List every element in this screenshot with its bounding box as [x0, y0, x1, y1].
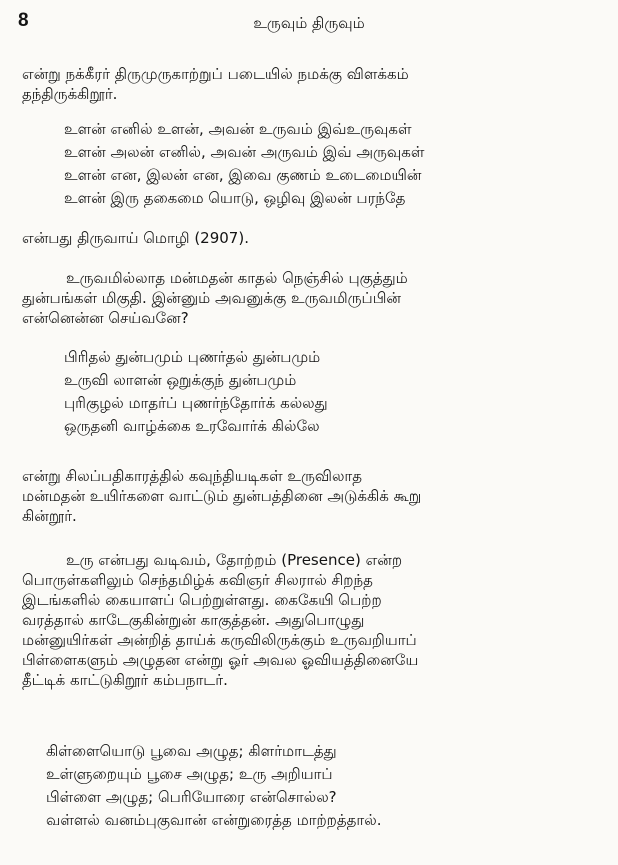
verse-line: புரிகுழல் மாதர்ப் புணர்ந்தோர்க் கல்லது: [64, 394, 328, 412]
verse-line: உளன் எனில் உளன், அவன் உருவம் இவ்உருவுகள்: [64, 120, 412, 138]
paragraph-line: உரு என்பது வடிவம், தோற்றம் (Presence) என்ற: [66, 551, 403, 569]
paragraph-line: பிள்ளைகளும் அழுதன என்று ஓர் அவல ஓவியத்தினையே: [22, 651, 419, 669]
verse-line: உளன் என, இலன் என, இவை குணம் உடைமையின்: [64, 166, 422, 184]
paragraph-line: உருவமில்லாத மன்மதன் காதல் நெஞ்சில் புகுத்தும்: [66, 269, 408, 287]
paragraph-line: இடங்களில் கையாளப் பெற்றுள்ளது. கைகேயி பெற்ற: [22, 591, 382, 609]
paragraph-line: என்பது திருவாய் மொழி (2907).: [22, 229, 249, 247]
paragraph-line: என்னென்ன செய்வனே?: [22, 309, 189, 327]
page-number: 8: [18, 10, 29, 31]
verse-line: கிள்ளையொடு பூவை அழுத; கிளர்மாடத்து: [46, 742, 337, 760]
verse-line: ஒருதனி வாழ்க்கை உரவோர்க் கில்லே: [64, 417, 320, 435]
paragraph-line: மன்னுயிர்கள் அன்றித் தாய்க் கருவிலிருக்கும் உருவறியாப்: [22, 631, 417, 649]
verse-1: [64, 118, 424, 210]
running-title: உருவும் திருவும்: [253, 14, 365, 32]
verse-line: உளன் இரு தகைமை யொடு, ஒழிவு இலன் பரந்தே: [64, 189, 406, 207]
paragraph-line: என்று சிலப்பதிகாரத்தில் கவுந்தியடிகள் உருவிலாத: [22, 467, 363, 485]
paragraph-line: கின்றூர்.: [22, 507, 77, 525]
verse-line: பிரிதல் துன்பமும் புணர்தல் துன்பமும்: [64, 348, 321, 366]
verse-line: வள்ளல் வனம்புகுவான் என்றுரைத்த மாற்றத்தால்.: [46, 811, 382, 829]
paragraph-line: தீட்டிக் காட்டுகிறூர் கம்பநாடர்.: [22, 671, 228, 689]
verse-line: உள்ளுறையும் பூசை அழுத; உரு அறியாப்: [46, 765, 333, 783]
verse-3: [46, 740, 382, 832]
paragraph-line: மன்மதன் உயிர்களை வாட்டும் துன்பத்தினை அடுக்கிக் கூறு: [22, 487, 422, 505]
paragraph-5: [22, 550, 418, 690]
verse-2: [64, 346, 328, 438]
paragraph-line: துன்பங்கள் மிகுதி. இன்னும் அவனுக்கு உருவமிருப்பின்: [22, 289, 401, 307]
paragraph-line: என்று நக்கீரர் திருமுருகாற்றுப் படையில் நமக்கு விளக்கம்: [22, 65, 409, 83]
paragraph-2: [22, 228, 249, 248]
paragraph-line: தந்திருக்கிறூர்.: [22, 85, 118, 103]
paragraph-line: வரத்தால் காடேகுகின்றுன் காகுத்தன். அதுபொழுது: [22, 611, 365, 629]
paragraph-3: [22, 268, 408, 328]
paragraph-4: [22, 466, 421, 526]
verse-line: பிள்ளை அழுத; பெரியோரை என்சொல்ல?: [46, 788, 337, 806]
paragraph-1: [22, 64, 409, 104]
paragraph-line: பொருள்களிலும் செந்தமிழ்க் கவிஞர் சிலரால் சிறந்த: [22, 571, 373, 589]
verse-line: உளன் அலன் எனில், அவன் அருவம் இவ் அருவுகள்: [64, 143, 425, 161]
verse-line: உருவி லாளன் ஒறுக்குந் துன்பமும்: [64, 371, 297, 389]
